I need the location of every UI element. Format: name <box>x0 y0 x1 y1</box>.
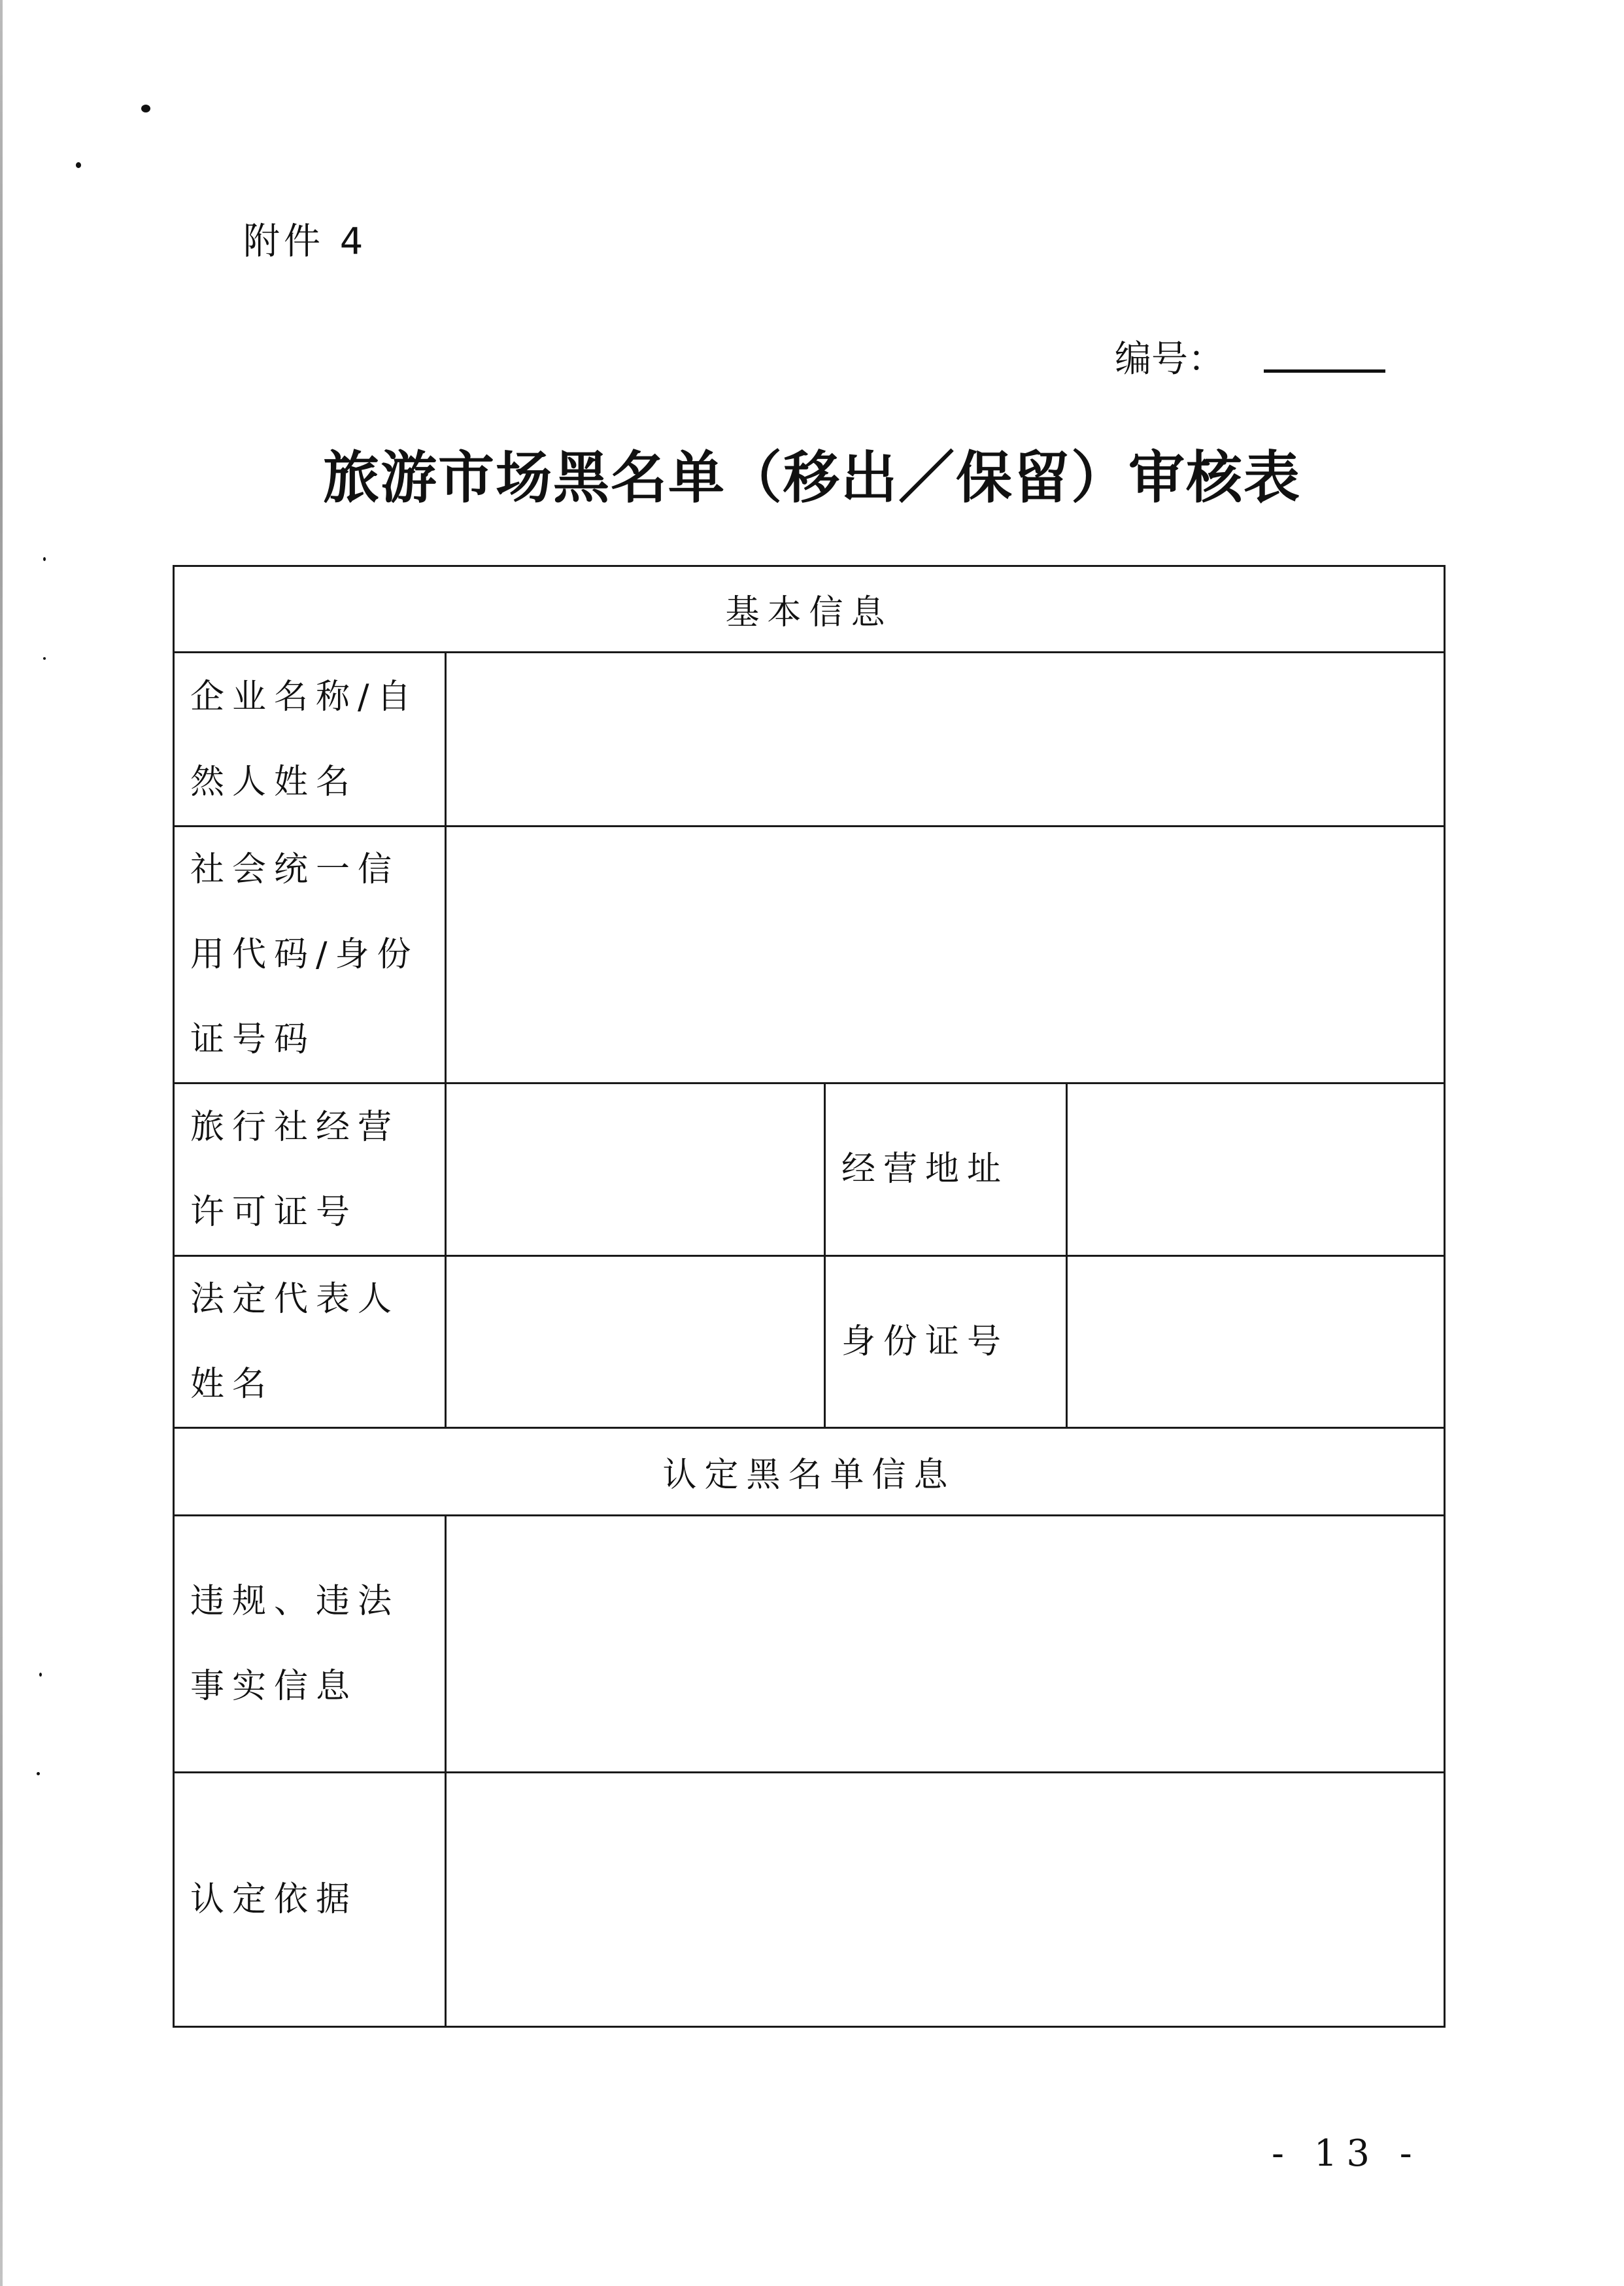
table-row <box>174 653 1445 827</box>
table-row <box>174 827 1445 1083</box>
scan-speck <box>39 1673 42 1677</box>
section-header-row <box>174 566 1445 653</box>
scan-speck <box>76 162 81 168</box>
serial-number <box>1115 338 1385 381</box>
label-company-name: 企业名称/自然人姓名 <box>174 653 446 827</box>
attachment-label: 附件 4 <box>243 220 367 263</box>
section-header-blacklist-info: 认定黑名单信息 <box>174 1428 1445 1516</box>
scan-speck <box>43 657 46 660</box>
label-credit-code: 社会统一信用代码/身份证号码 <box>174 827 446 1083</box>
field-company-name[interactable] <box>446 653 1445 827</box>
field-determination-basis[interactable] <box>446 1773 1445 2027</box>
table-row <box>174 1516 1445 1773</box>
scan-speck <box>37 1772 40 1775</box>
field-business-address[interactable] <box>1067 1083 1445 1256</box>
field-violation-facts[interactable] <box>446 1516 1445 1773</box>
label-legal-representative: 法定代表人姓名 <box>174 1256 446 1428</box>
field-legal-representative[interactable] <box>446 1256 825 1428</box>
field-credit-code[interactable] <box>446 827 1445 1083</box>
label-determination-basis: 认定依据 <box>174 1773 446 2027</box>
scan-edge <box>0 0 3 2286</box>
section-header-basic-info: 基本信息 <box>174 566 1445 653</box>
table-row <box>174 1083 1445 1256</box>
review-form-table <box>173 565 1446 2028</box>
table-row <box>174 1773 1445 2027</box>
table-row <box>174 1256 1445 1428</box>
label-id-number: 身份证号 <box>825 1256 1067 1428</box>
label-business-address: 经营地址 <box>825 1083 1067 1256</box>
label-violation-facts: 违规、违法事实信息 <box>174 1516 446 1773</box>
label-license-number: 旅行社经营许可证号 <box>174 1083 446 1256</box>
section-header-row <box>174 1428 1445 1516</box>
field-license-number[interactable] <box>446 1083 825 1256</box>
scan-speck <box>141 105 150 112</box>
field-id-number[interactable] <box>1067 1256 1445 1428</box>
serial-number-field[interactable] <box>1264 369 1385 373</box>
scan-speck <box>43 557 46 561</box>
page-number: - 13 - <box>1272 2132 1421 2175</box>
page-title: 旅游市场黑名单（移出／保留）审核表 <box>323 445 1301 511</box>
serial-number-label: 编号： <box>1115 338 1225 381</box>
